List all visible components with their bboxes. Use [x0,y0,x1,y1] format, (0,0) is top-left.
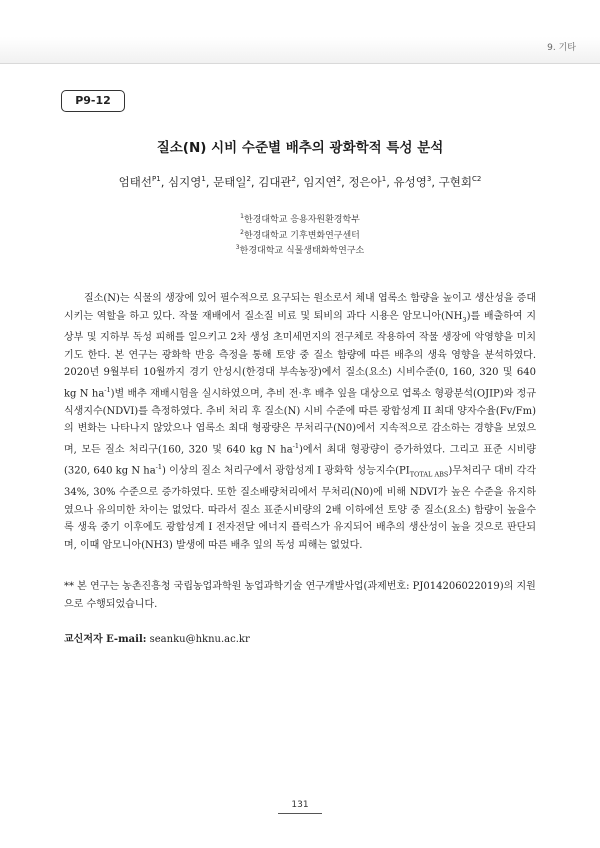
superscript: -1 [292,442,299,451]
author-sup: P1 [152,175,161,184]
superscript: -1 [155,463,163,471]
author-sup: 2 [246,175,251,184]
contact-label: 교신저자 E-mail: [64,634,147,645]
author-name: 김대관 [258,175,292,189]
corresponding-author [64,630,250,645]
author-sup: 2 [336,175,342,184]
page-number: 131 [291,800,309,810]
author-name: 임지연 [303,175,337,189]
subscript: TOTAL ABS [409,470,449,479]
section-label: 9. 기타 [547,43,576,53]
abstract-text: )별 배추 재배시험을 실시하였으며, 추비 전·후 배추 잎을 대상으로 엽록소 형광분석(OJIP)와 정규식생지수(NDVI)를 측정하였다. 추비 처리 후 질소(N) 시비 수준에 따른 광합성계 II 최대 양자수율(Fv/Fm)의 변화는 나타나지 않았으나 엽록소 최대 형광량은 무처리구(N0)에서 지속적으로 감소하는 경향을 보였으며, 모든 질소 처리구(160, 320 및 640 kg N ha [64,388,536,456]
affiliation-text: 한경대학교 식물생태화학연구소 [239,246,365,256]
superscript: -1 [104,385,111,394]
affiliation-3 [0,243,600,256]
author-sup: C2 [471,175,482,184]
affiliation-1 [0,212,600,225]
author-name: 구현회 [438,175,472,189]
abstract-text: )를 배출하여 지상부 및 지하부 독성 피해를 일으키고 2차 생성 초미세먼지의 전구체로 작용하여 작물 생장에 악영향을 미치기도 한다. 본 연구는 광화학 반응 측정을 통해 토양 중 질소 함량에 따른 배추의 생육 영향을 분석하였다. 2020년 9월부터 10월까지 경기 안성시(한경대 부속농장)에서 질소(요소) 시비수준(0, 160, 320 및 640 kg N ha [64,310,536,400]
author-name: 정은아 [348,175,382,189]
abstract-text: )무처리구 대비 각각 34%, 30% 수준으로 증가하였다. 또한 질소배량처리에서 무처리(N0)에 비해 NDVI가 높은 수준을 유지하였으나 유의미한 차이는 없었다. 따라서 질소 표준시비량의 2배 이하에선 토양 중 질소(요소) 함량이 높을수록 생육 중기 이후에도 광합성계 I 전자전달 에너지 플럭스가 유지되어 배추의 생산성이 높을 것으로 판단되며, 이때 암모니아(NH3) 발생에 따른 배추 잎의 독성 피해는 없었다. [64,465,536,551]
affiliation-num: 3 [235,244,240,251]
paper-code-badge: P9-12 [61,90,125,112]
abstract-text: 질소(N)는 식물의 생장에 있어 필수적으로 요구되는 원소로서 체내 엽록소 함량을 높이고 생산성을 증대시키는 역할을 하고 있다. 작물 재배에서 질소질 비료 및 퇴비의 과다 시용은 암모니아(NH [64,293,536,322]
abstract-text: ) 이상의 질소 처리구에서 광합성계 I 광화학 성능지수(PI [162,465,410,477]
affiliation-num: 1 [240,213,244,220]
author-sup: 3 [426,175,432,184]
affiliation-text: 한경대학교 기후변화연구센터 [243,231,360,241]
author-name: 심지영 [168,175,202,189]
affiliation-num: 2 [240,229,244,236]
contact-email: seanku@hknu.ac.kr [149,634,250,645]
section-header-bar [0,37,600,64]
acknowledgment-note: ** 본 연구는 농촌진흥청 국립농업과학원 농업과학기술 연구개발사업(과제번호: PJ014206022019)의 지원으로 수행되었습니다. [64,581,536,610]
paper-title: 질소(N) 시비 수준별 배추의 광화학적 특성 분석 [156,140,444,156]
subscript: 3 [462,315,467,324]
author-name: 문태일 [213,175,247,189]
abstract-text: )에서 최대 형광량이 증가하였다. 그리고 표준 시비량(320, 640 kg N ha [64,444,536,477]
author-name: 유성영 [393,175,427,189]
author-sup: 2 [291,175,297,184]
author-list: 엄태선$^{P1}$, 심지영$^1$, 문태일$^2$, 김대관$^2$, 임지연$^2$, 정은아$^1$, 유성영$^3$, 구현회$^{C2}$ [118,175,482,189]
author-sup: 1 [381,175,387,184]
page-number-underline [278,813,322,814]
affiliation-text: 한경대학교 응용자원환경학부 [243,215,360,225]
affiliation-2 [0,228,600,241]
author-name: 엄태선 [118,175,152,189]
abstract-paragraph [64,290,536,554]
author-sup: 1 [201,175,206,184]
